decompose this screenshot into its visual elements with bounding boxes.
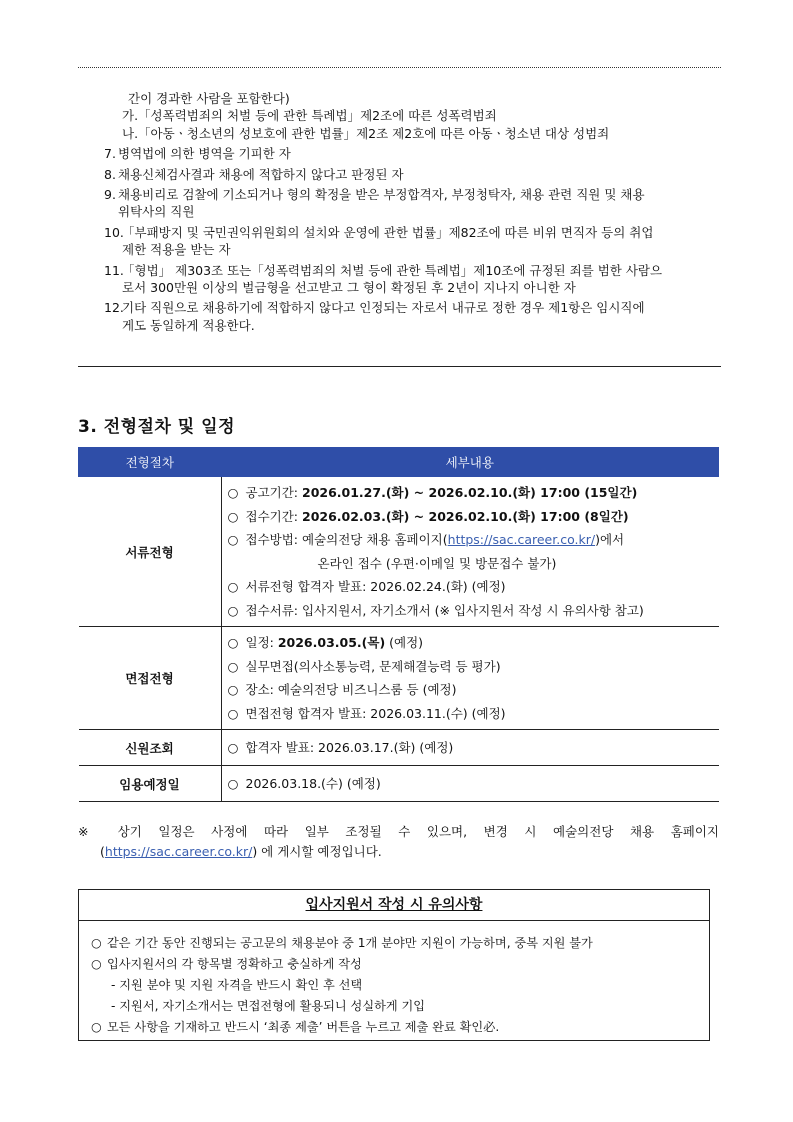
list-item-number: 9. — [104, 187, 116, 203]
list-item-number: 10. — [104, 224, 124, 240]
caution-sub-item: - 지원 분야 및 지원 자격을 반드시 확인 후 선택 — [111, 978, 363, 992]
sub-item-na: 나.「아동ㆍ청소년의 성보호에 관한 법률」제2조 제2호에 따른 아동ㆍ청소년 대상 성범죄 — [122, 125, 610, 141]
top-dotted-divider — [78, 67, 721, 68]
caution-list — [79, 921, 709, 1038]
list-item-8 — [104, 166, 719, 183]
table-row-document-screening — [79, 477, 719, 627]
list-item-9 — [104, 186, 719, 221]
header-detail: 세부내용 — [221, 448, 719, 477]
career-site-link[interactable]: https://sac.career.co.kr/ — [447, 532, 596, 547]
list-item-text: 기타 직원으로 채용하기에 적합하지 않다고 인정되는 자로서 내규로 정한 경우 제1항은 임시직에 게도 동일하게 적용한다. — [122, 300, 645, 333]
sub-item-ga: 가.「성폭력범죄의 처벌 등에 관한 특례법」제2조에 따른 성폭력범죄 — [122, 108, 497, 124]
list-continuation: 간이 경과한 사람을 포함한다) — [128, 91, 290, 106]
stage-cell: 임용예정일 — [79, 766, 222, 802]
document-result-date: ○ 서류전형 합격자 발표: 2026.02.24.(화) (예정) — [227, 579, 506, 594]
detail-cell: ○ 2026.03.18.(수) (예정) — [221, 766, 719, 802]
caution-sub-item: - 지원서, 자기소개서는 면접전형에 활용되니 성실하게 기입 — [111, 999, 426, 1013]
detail-cell: ○ 합격자 발표: 2026.03.17.(화) (예정) — [221, 730, 719, 766]
list-item-text: 「부패방지 및 국민권익위원회의 설치와 운영에 관한 법률」제82조에 따른 비위 면직자 등의 취업 제한 적용을 받는 자 — [122, 224, 654, 258]
stage-cell: 면접전형 — [79, 627, 222, 730]
list-item-number: 11. — [104, 262, 124, 278]
caution-box — [78, 889, 710, 1041]
required-documents: ○ 접수서류: 입사지원서, 자기소개서 (※ 입사지원서 작성 시 유의사항 참고) — [227, 602, 644, 618]
stage-cell: 신원조회 — [79, 730, 222, 766]
application-method: ○ 접수방법: 예술의전당 채용 홈페이지(https://sac.career.co.kr/)에서 — [227, 532, 625, 547]
announcement-period: ○ 공고기간: 2026.01.27.(화) ~ 2026.02.10.(화) 17:00 (15일간) — [227, 485, 638, 500]
header-stage: 전형절차 — [79, 448, 222, 477]
list-item-7 — [104, 145, 719, 162]
table-header-row — [79, 448, 719, 477]
caution-item: ○ 모든 사항을 기재하고 반드시 ‘최종 제출’ 버튼을 누르고 제출 완료 확인必. — [91, 1020, 500, 1034]
application-method-continuation: 온라인 접수 (우편·이메일 및 방문접수 불가) — [317, 555, 557, 571]
list-item-text: 병역법에 의한 병역을 기피한 자 — [118, 146, 291, 162]
caution-box-title: 입사지원서 작성 시 유의사항 — [305, 897, 483, 913]
list-item-text: 채용신체검사결과 채용에 적합하지 않다고 판정된 자 — [118, 166, 404, 182]
table-row-interview — [79, 627, 719, 730]
interview-type: ○ 실무면접(의사소통능력, 문제해결능력 등 평가) — [227, 658, 501, 674]
caution-item: ○ 같은 기간 동안 진행되는 공고문의 채용분야 중 1개 분야만 지원이 가능하며, 중복 지원 불가 — [91, 936, 593, 950]
list-item-number: 7. — [104, 146, 116, 162]
list-item-number: 8. — [104, 166, 116, 182]
caution-item: ○ 입사지원서의 각 항목별 정확하고 충실하게 작성 — [91, 957, 362, 971]
detail-cell — [221, 627, 719, 730]
schedule-note — [78, 822, 719, 862]
interview-place: ○ 장소: 예술의전당 비즈니스룸 등 (예정) — [227, 682, 457, 697]
list-item-text: 「형법」 제303조 또는「성폭력범죄의 처벌 등에 관한 특례법」제10조에 규정된 죄를 범한 사람으 로서 300만원 이상의 벌금형을 선고받고 그 형이 확정된 후 2년이 지나지 아니한 자 — [122, 262, 663, 296]
section-divider — [78, 366, 721, 367]
table-row-appointment — [79, 766, 719, 802]
application-period: ○ 접수기간: 2026.02.03.(화) ~ 2026.02.10.(화) 17:00 (8일간) — [227, 508, 629, 524]
interview-result-date: ○ 면접전형 합격자 발표: 2026.03.11.(수) (예정) — [227, 705, 506, 721]
note-line-2: (https://sac.career.co.kr/) 에 게시할 예정입니다. — [100, 844, 382, 859]
list-item-10 — [104, 224, 719, 259]
list-item-12 — [104, 299, 719, 334]
list-item-11 — [104, 262, 719, 297]
note-line-1: ※ 상기 일정은 사정에 따라 일부 조정될 수 있으며, 변경 시 예술의전당 채용 홈페이지 — [78, 824, 719, 839]
table-row-background-check — [79, 730, 719, 766]
disqualification-list — [104, 90, 719, 334]
schedule-table — [78, 447, 719, 802]
detail-cell — [221, 477, 719, 627]
list-item-number: 12. — [104, 300, 124, 316]
note-career-site-link[interactable]: https://sac.career.co.kr/ — [104, 844, 253, 859]
list-item-text: 채용비리로 검찰에 기소되거나 형의 확정을 받은 부정합격자, 부정청탁자, 채용 관련 직원 및 채용 위탁사의 직원 — [118, 187, 645, 220]
interview-date: ○ 일정: 2026.03.05.(목) (예정) — [227, 635, 424, 650]
stage-cell: 서류전형 — [79, 477, 222, 627]
section-title: 3. 전형절차 및 일정 — [78, 417, 235, 437]
